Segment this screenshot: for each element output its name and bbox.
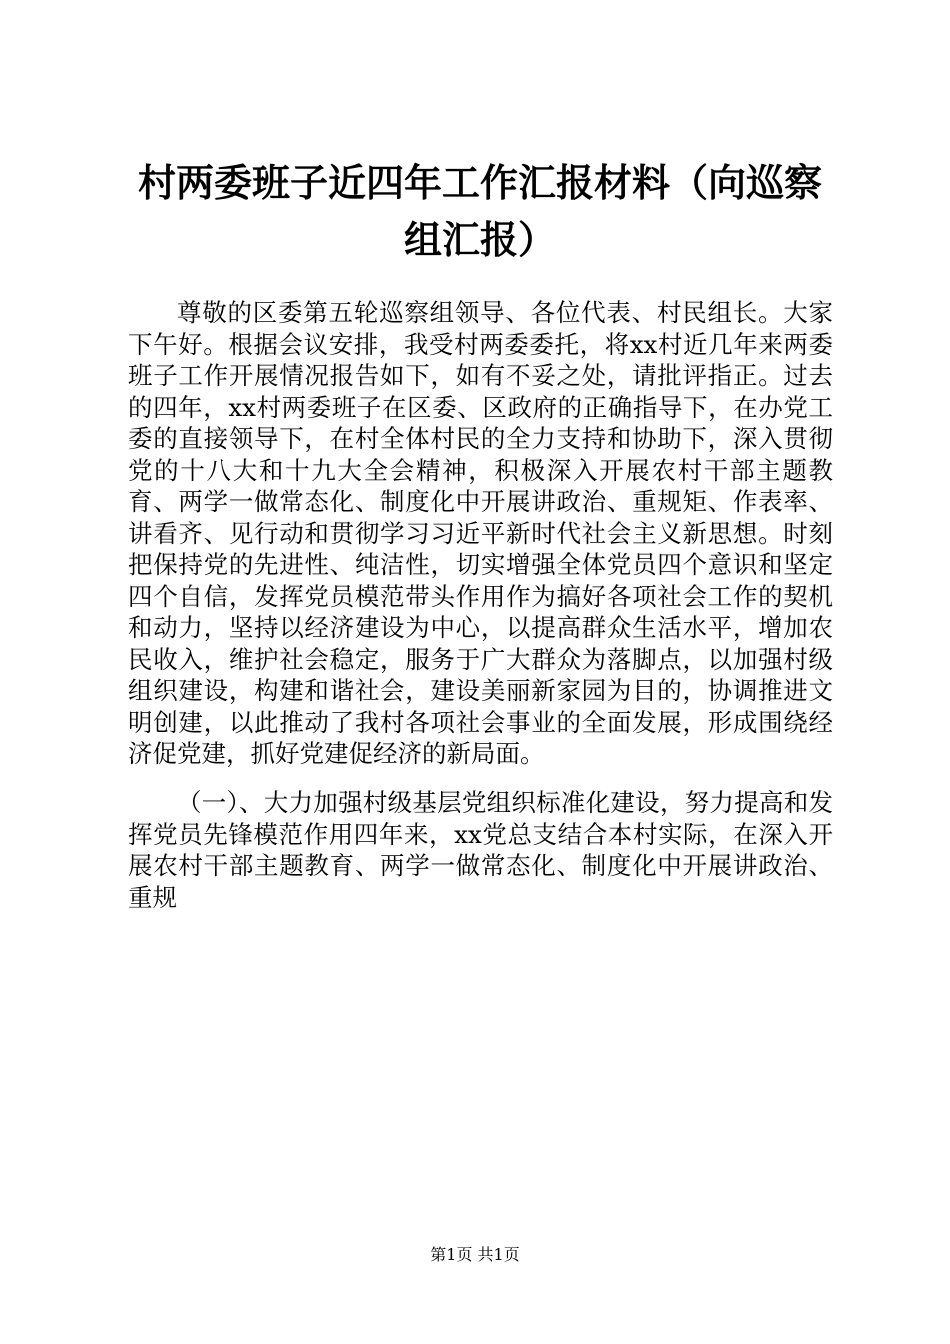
body-paragraph-1: 尊敬的区委第五轮巡察组领导、各位代表、村民组长。大家下午好。根据会议安排，我受村两委委托，将xx村近几年来两委班子工作开展情况报告如下，如有不妥之处，请批评指正。过去的四年，xx村两委班子在区委、区政府的正确指导下，在办党工委的直接领导下，在村全体村民的全力支持和协助下，深入贯彻党的十八大和十九大全会精神，积极深入开展农村干部主题教育、两学一做常态化、制度化中开展讲政治、重规矩、作表率、讲看齐、见行动和贯彻学习习近平新时代社会主义新思想。时刻把保持党的先进性、纯洁性，切实增强全体党员四个意识和坚定四个自信，发挥党员模范带头作用作为搞好各项社会工作的契机和动力，坚持以经济建设为中心，以提高群众生活水平，增加农民收入，维护社会稳定，服务于广大群众为落脚点，以加强村级组织建设，构建和谐社会，建设美丽新家园为目的，协调推进文明创建，以此推动了我村各项社会事业的全面发展，形成围绕经济促党建，抓好党建促经济的新局面。 — [128, 298, 833, 768]
body-paragraph-2: （一）、大力加强村级基层党组织标准化建设，努力提高和发挥党员先锋模范作用四年来，xx党总支结合本村实际，在深入开展农村干部主题教育、两学一做常态化、制度化中开展讲政治、重规 — [128, 788, 833, 912]
document-title: 村两委班子近四年工作汇报材料（向巡察组汇报） — [137, 160, 822, 262]
page-footer: 第1页 共1页 — [430, 1245, 520, 1264]
